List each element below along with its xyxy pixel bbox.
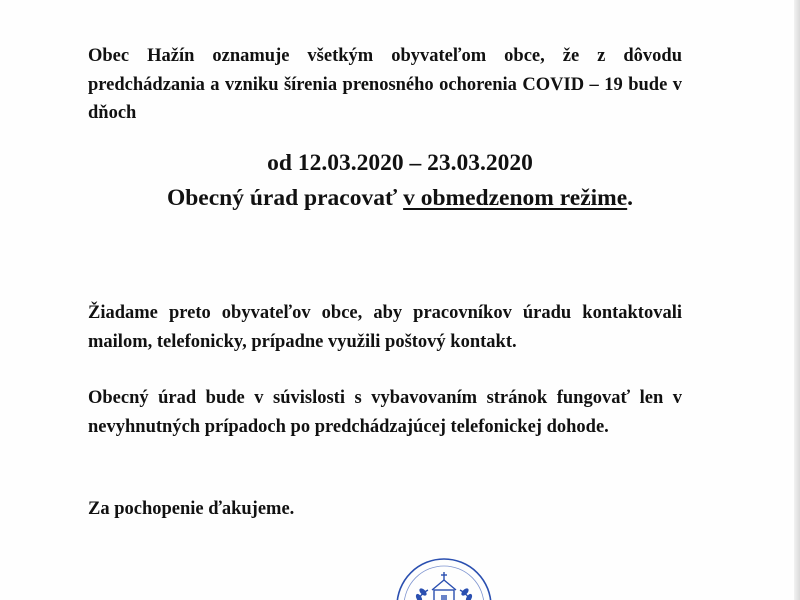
date-range: od 12.03.2020 – 23.03.2020	[267, 150, 533, 176]
office-mode-restricted: v obmedzenom režime	[403, 185, 628, 211]
intro-paragraph: Obec Hažín oznamuje všetkým obyvateľom obce, že z dôvodu predchádzania a vzniku šírenia prenosného ochorenia COVID – 19 bude v dňoch	[88, 46, 682, 123]
operation-paragraph: Obecný úrad bude v súvislosti s vybavovaním stránok fungovať len v nevyhnutných prípadoch po predchádzajúcej telefonickej dohode.	[88, 388, 682, 437]
office-mode-prefix: Obecný úrad pracovať	[166, 185, 404, 211]
page-edge-shadow	[794, 0, 800, 600]
thanks-line: Za pochopenie ďakujeme.	[88, 499, 295, 519]
office-mode-line	[40, 185, 760, 212]
office-mode-suffix: .	[627, 185, 634, 211]
request-paragraph: Žiadame preto obyvateľov obce, aby pracovníkov úradu kontaktovali mailom, telefonicky, prípadne využili poštový kontakt.	[88, 303, 682, 352]
municipal-seal-icon	[394, 556, 494, 600]
